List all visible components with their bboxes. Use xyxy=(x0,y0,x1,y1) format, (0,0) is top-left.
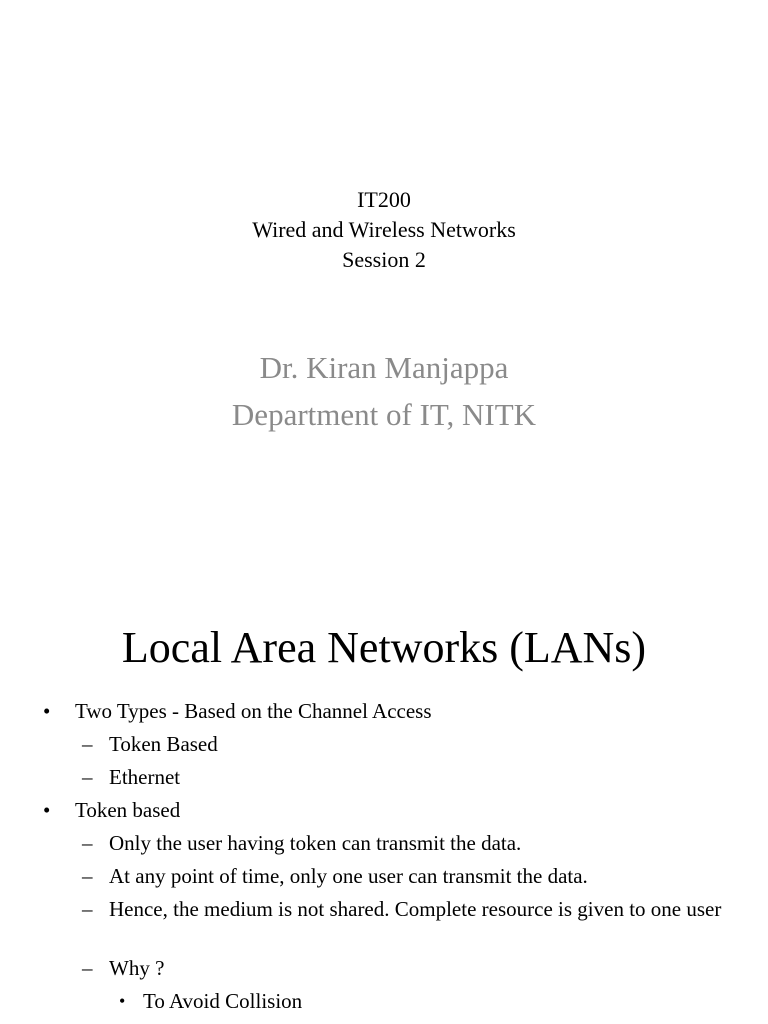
session-label: Session 2 xyxy=(342,247,426,272)
dash-marker: – xyxy=(82,864,93,888)
content-slide xyxy=(0,576,768,1024)
sub-bullet-item xyxy=(0,955,768,988)
bullet-text: Only the user having token can transmit the data. xyxy=(109,831,522,855)
bullet-text: Ethernet xyxy=(109,765,181,789)
bullet-text: Token based xyxy=(75,798,181,822)
dash-marker: – xyxy=(82,897,93,921)
bullet-text: Hence, the medium is not shared. Complete resource is given to one user xyxy=(109,897,722,921)
bullet-item xyxy=(0,698,768,731)
dash-marker: – xyxy=(82,732,93,756)
author-block xyxy=(0,344,768,438)
bullet-text: Two Types - Based on the Channel Access xyxy=(75,699,432,723)
slide-title-block xyxy=(0,185,768,275)
sub-bullet-item xyxy=(0,830,768,863)
bullet-item xyxy=(0,797,768,830)
sub-bullet-item xyxy=(0,731,768,764)
bullet-list xyxy=(0,698,768,1021)
dash-marker: – xyxy=(82,765,93,789)
bullet-marker: • xyxy=(43,699,51,723)
bullet-text: At any point of time, only one user can transmit the data. xyxy=(109,864,588,888)
author-name: Dr. Kiran Manjappa xyxy=(259,350,509,385)
sub-bullet-item xyxy=(0,896,768,955)
sub-sub-bullet-item xyxy=(0,988,768,1021)
slide-heading: Local Area Networks (LANs) xyxy=(121,623,647,672)
bullet-marker: • xyxy=(43,798,51,822)
dash-marker: – xyxy=(82,956,93,980)
bullet-text: To Avoid Collision xyxy=(143,989,303,1013)
bullet-text: Why ? xyxy=(109,956,165,980)
sub-bullet-item xyxy=(0,863,768,896)
bullet-marker: • xyxy=(119,991,126,1011)
bullet-text: Token Based xyxy=(109,732,218,756)
course-code: IT200 xyxy=(357,187,411,212)
sub-bullet-item xyxy=(0,764,768,797)
author-department: Department of IT, NITK xyxy=(231,397,537,432)
dash-marker: – xyxy=(82,831,93,855)
course-title: Wired and Wireless Networks xyxy=(252,217,516,242)
